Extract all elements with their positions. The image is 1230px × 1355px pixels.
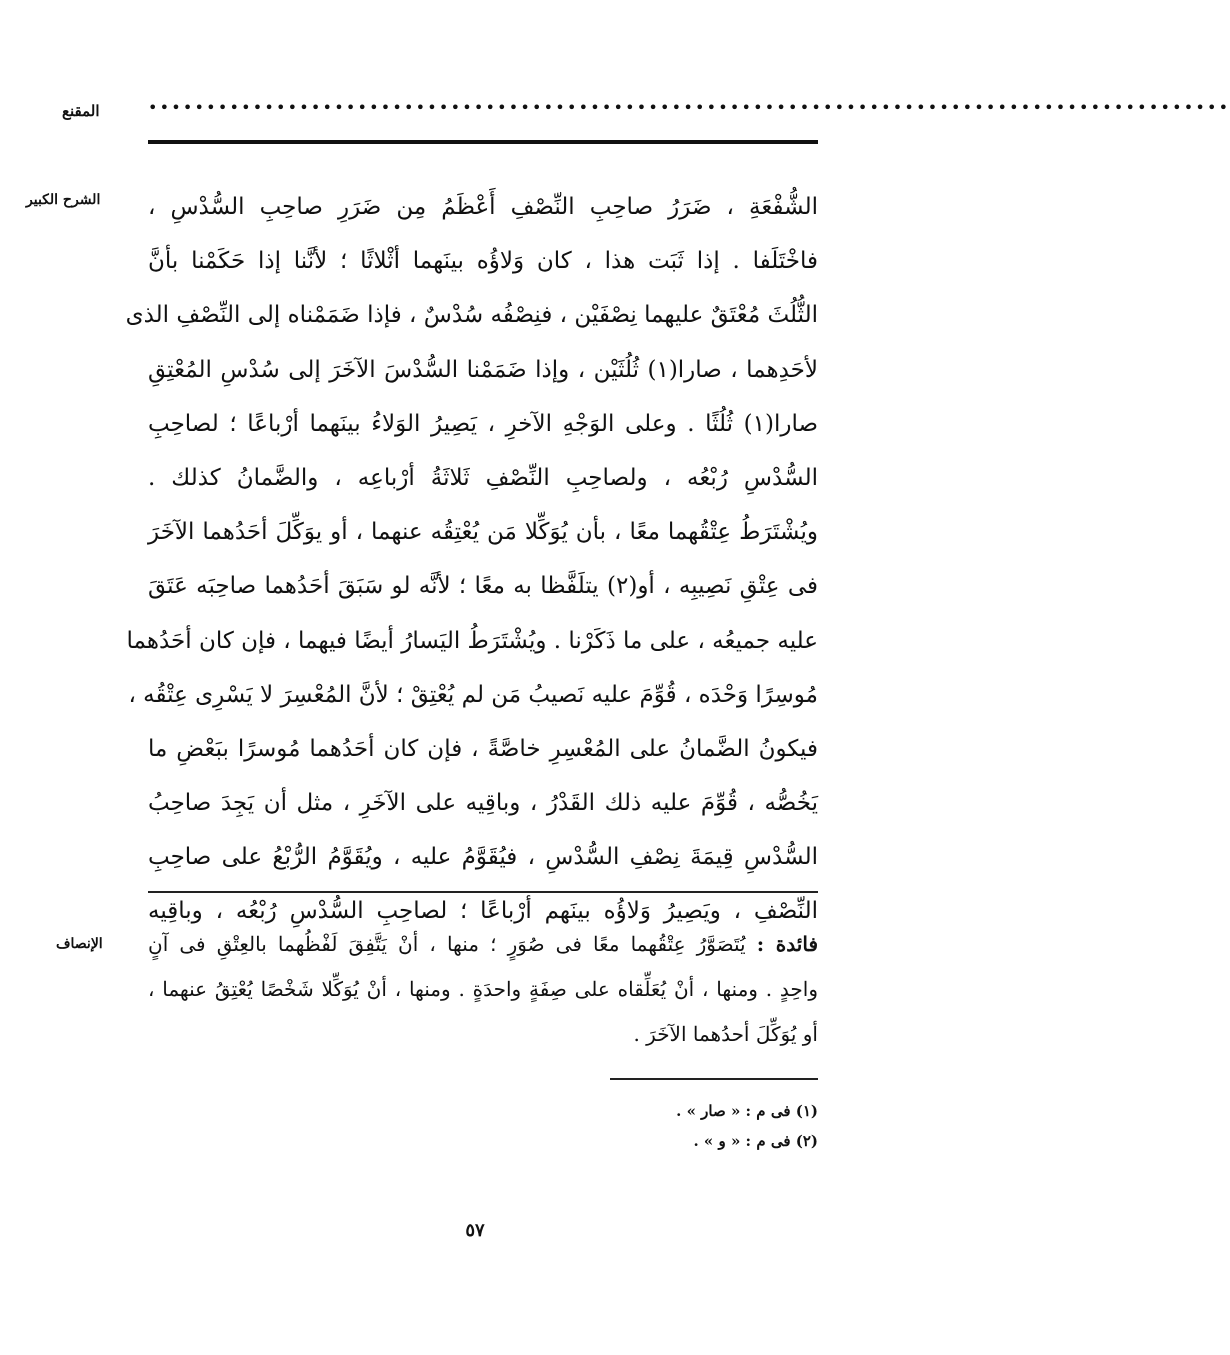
footnote: (٢) فى م : « و » . xyxy=(693,1132,818,1150)
insaf-line: أو يُوَكِّلَ أحدُهما الآخَرَ . xyxy=(633,1022,818,1046)
side-label-insaf: الإنصاف xyxy=(56,936,103,952)
footnote-rule xyxy=(610,1078,818,1080)
insaf-text-block xyxy=(148,922,818,1057)
footnote: (١) فى م : « صار » . xyxy=(676,1102,818,1120)
text-line: مُوسِرًا وَحْدَه ، قُوِّمَ عليه نَصيبُ مَن لم يُعْتِقْ ؛ لأنَّ المُعْسِرَ لا يَسْرِى عِتْقُه ، xyxy=(128,681,818,708)
sharh-text-block xyxy=(125,180,818,939)
faida-lead: فائدة : xyxy=(756,932,818,956)
text-line: فيكونُ الضَّمانُ على المُعْسِرِ خاصَّةً ، فإن كان أحَدُهما مُوسرًا ببَعْضِ ما xyxy=(148,735,818,762)
insaf-line-rest: يُتَصَوَّرُ عِتْقُهما معًا فى صُوَرٍ ؛ منها ، أنْ يَتَّفِقَ لَفْظُهما بالعِتْقِ فى آنٍ xyxy=(148,932,746,956)
header-rule xyxy=(148,140,818,144)
text-line: الشُّفْعَةِ ، ضَرَرُ صاحِبِ النِّصْفِ أَعْظَمُ مِن ضَرَرِ صاحِبِ السُّدْسِ ، xyxy=(148,194,818,220)
text-line: ويُشْتَرَطُ عِتْقُهما معًا ، بأن يُوَكِّلا مَن يُعْتِقُه عنهما ، أو يوَكِّلَ أحَدُهما الآخَرَ xyxy=(148,519,818,546)
text-line: السُّدْسِ رُبْعُه ، ولصاحِبِ النِّصْفِ ثَلاثَةُ أرْباعِه ، والضَّمانُ كذلك . xyxy=(148,464,818,491)
text-line: فاخْتَلَفا . إذا ثَبَت هذا ، كان وَلاؤُه بينَهما أثْلاثًا ؛ لأنَّنا إذا حَكَمْنا بأنَّ xyxy=(148,248,818,275)
side-label-sharh: الشرح الكبير xyxy=(26,192,101,208)
header-dotted-line: ••••••••••••••••••••••••••••••••••••••••••••••••••••••••••••••••••••••••••••••••••••••••••••• xyxy=(148,98,1230,117)
insaf-line xyxy=(148,922,818,967)
text-line: صارا(١) ثُلُثًا . وعلى الوَجْهِ الآخرِ ، يَصِيرُ الوَلاءُ بينَهما أرْباعًا ؛ لصاحِبِ xyxy=(148,410,818,437)
book-title-header: المقنع xyxy=(62,102,100,120)
text-line: لأحَدِهما ، صارا(١) ثُلُثَيْن ، وإذا ضَمَمْنا السُّدْسَ الآخَرَ إلى سُدْسِ المُعْتِقِ xyxy=(148,356,818,383)
text-line: فى عِتْقِ نَصِيبِه ، أو(٢) يتلَفَّظا به معًا ؛ لأنَّه لو سَبَقَ أحَدُهما صاحِبَه عَتَقَ xyxy=(148,573,818,600)
section-divider xyxy=(148,891,818,893)
page-number: ٥٧ xyxy=(465,1220,485,1241)
insaf-line: واحِدٍ . ومنها ، أنْ يُعَلِّقاه على صِفَةٍ واحدَةٍ . ومنها ، أنْ يُوَكِّلا شَخْصًا يُعْتِقُ عنهما ، xyxy=(148,977,818,1001)
footnotes xyxy=(560,1096,818,1156)
text-line: النِّصْفِ ، ويَصِيرُ وَلاؤُه بينَهم أرْباعًا ؛ لصاحِبِ السُّدْسِ رُبْعُه ، وباقِيه xyxy=(148,898,818,925)
text-line: الثُّلُثَ مُعْتَقٌ عليهما نِصْفَيْن ، فنِصْفُه سُدْسٌ ، فإذا ضَمَمْناه إلى النِّصْفِ الذى xyxy=(125,302,818,329)
text-line: السُّدْسِ قِيمَةَ نِصْفِ السُّدْسِ ، فيُقَوَّمُ عليه ، ويُقَوَّمُ الرُّبْعُ على صاحِبِ xyxy=(148,844,818,871)
text-line: عليه جميعُه ، على ما ذَكَرْنا . ويُشْتَرَطُ اليَسارُ أيضًا فيهما ، فإن كان أحَدُهما xyxy=(126,627,818,654)
text-line: يَخُصُّه ، قُوِّمَ عليه ذلك القَدْرُ ، وباقِيه على الآخَرِ ، مثل أن يَجِدَ صاحِبُ xyxy=(148,790,818,817)
